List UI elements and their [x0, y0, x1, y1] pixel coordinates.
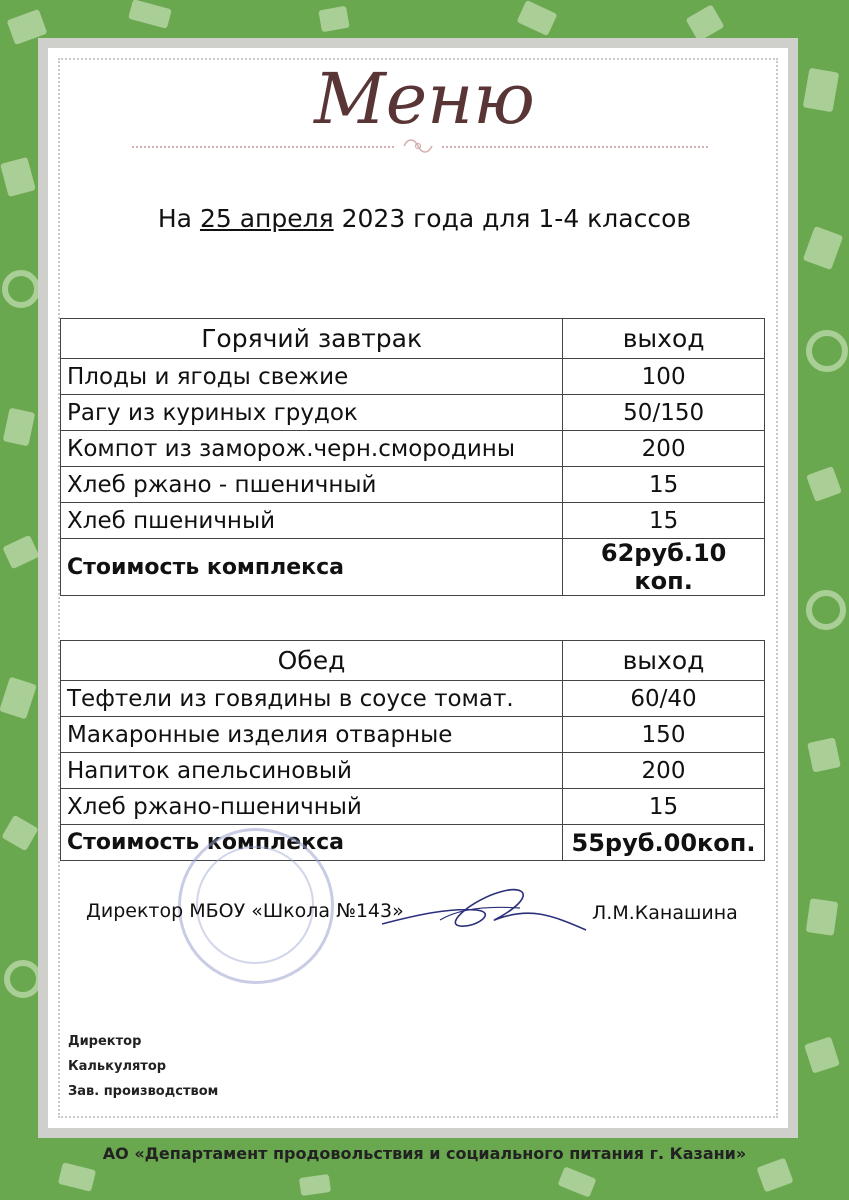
lunch-header: Обед	[61, 641, 563, 681]
table-row	[61, 467, 765, 503]
pattern-shape	[318, 6, 349, 33]
ornament-icon	[400, 136, 436, 156]
dish-yield: 60/40	[563, 681, 765, 717]
date-prefix: На	[157, 204, 200, 233]
director-title: Директор МБОУ «Школа №143»	[86, 900, 404, 922]
dish-yield: 15	[563, 467, 765, 503]
dish-yield: 100	[563, 359, 765, 395]
table-header-row	[61, 319, 765, 359]
table-row	[61, 681, 765, 717]
pattern-shape	[0, 157, 36, 197]
yield-header: выход	[563, 319, 765, 359]
pattern-shape	[686, 4, 725, 42]
pattern-shape	[128, 0, 172, 29]
pattern-shape	[804, 1036, 840, 1073]
pattern-shape	[557, 1166, 596, 1197]
total-label: Стоимость комплекса	[61, 539, 563, 596]
pattern-shape	[517, 0, 558, 36]
pattern-circle	[806, 590, 846, 630]
total-row	[61, 825, 765, 861]
lunch-table	[60, 640, 765, 861]
pattern-shape	[807, 737, 841, 772]
signature-scribble	[380, 878, 590, 938]
table-row	[61, 431, 765, 467]
pattern-circle	[2, 270, 40, 308]
sign-line-production-head: Зав. производством	[68, 1084, 219, 1099]
dish-name: Тефтели из говядины в соусе томат.	[61, 681, 563, 717]
pattern-shape	[0, 677, 37, 720]
total-price: 55руб.00коп.	[563, 825, 765, 861]
total-price: 62руб.10 коп.	[563, 539, 765, 596]
dish-yield: 200	[563, 753, 765, 789]
dish-name: Хлеб ржано-пшеничный	[61, 789, 563, 825]
dish-yield: 150	[563, 717, 765, 753]
menu-date-line	[0, 204, 849, 233]
pattern-shape	[806, 898, 838, 936]
title-divider-right	[442, 146, 708, 148]
dish-yield: 200	[563, 431, 765, 467]
table-row	[61, 717, 765, 753]
pattern-shape	[3, 408, 36, 447]
pattern-circle	[806, 330, 848, 372]
dish-yield: 15	[563, 789, 765, 825]
dish-name: Напиток апельсиновый	[61, 753, 563, 789]
dish-name: Хлеб пшеничный	[61, 503, 563, 539]
pattern-shape	[1, 815, 38, 852]
dish-yield: 15	[563, 503, 765, 539]
dish-yield: 50/150	[563, 395, 765, 431]
pattern-shape	[58, 1162, 96, 1192]
pattern-circle	[4, 960, 42, 998]
pattern-shape	[2, 535, 39, 569]
dish-name: Компот из заморож.черн.смородины	[61, 431, 563, 467]
pattern-shape	[299, 1174, 331, 1196]
dish-name: Хлеб ржано - пшеничный	[61, 467, 563, 503]
table-row	[61, 503, 765, 539]
total-label: Стоимость комплекса	[61, 825, 563, 861]
menu-date: 25 апреля	[199, 204, 334, 233]
table-row	[61, 789, 765, 825]
dish-name: Рагу из куриных грудок	[61, 395, 563, 431]
yield-header: выход	[563, 641, 765, 681]
table-row	[61, 395, 765, 431]
breakfast-table	[60, 318, 765, 596]
table-row	[61, 753, 765, 789]
total-row	[61, 539, 765, 596]
date-suffix: 2023 года для 1-4 классов	[333, 204, 692, 233]
page-title: Меню	[314, 58, 535, 140]
title-divider-left	[132, 146, 394, 148]
dish-name: Плоды и ягоды свежие	[61, 359, 563, 395]
director-name: Л.М.Канашина	[592, 902, 738, 924]
table-header-row	[61, 641, 765, 681]
table-row	[61, 359, 765, 395]
sign-line-calculator: Калькулятор	[68, 1059, 167, 1074]
dish-name: Макаронные изделия отварные	[61, 717, 563, 753]
footer-organization: АО «Департамент продовольствия и социального питания г. Казани»	[102, 1144, 747, 1163]
pattern-shape	[806, 466, 842, 502]
breakfast-header: Горячий завтрак	[61, 319, 563, 359]
sign-line-director: Директор	[68, 1034, 142, 1049]
